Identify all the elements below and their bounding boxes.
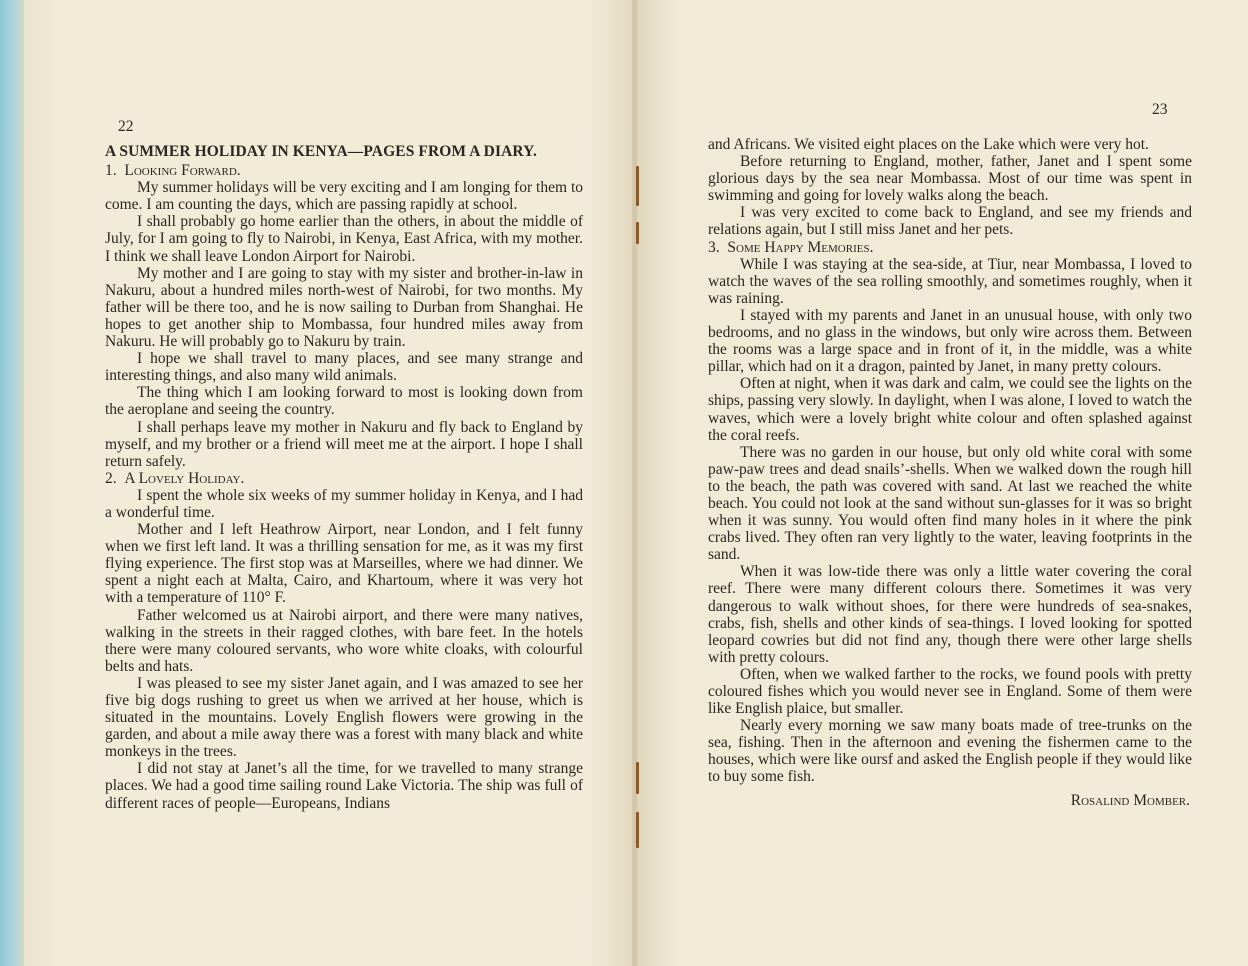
paragraph: I spent the whole six weeks of my summer holiday in Kenya, and I had a wonderful time. [105, 486, 583, 521]
staple [636, 812, 639, 848]
section-number: 1. [105, 162, 117, 180]
section-heading-1 [105, 162, 583, 179]
paragraph: I was pleased to see my sister Janet again, and I was amazed to see her five big dogs rushing to greet us when we arrived at her house, which is situated in the mountains. Lovely English flowers were growing in the garden, and about a mile away there was a forest with many black and white monkeys in the trees. [105, 674, 583, 761]
staple [636, 762, 639, 794]
section-title: Looking Forward. [124, 162, 241, 180]
paragraph: I did not stay at Janet’s all the time, for we travelled to many strange places. We had a good time sailing round Lake Victoria. The ship was full of different races of people—Europeans, Indians [105, 760, 583, 812]
right-column [708, 136, 1192, 809]
paragraph: Before returning to England, mother, father, Janet and I spent some glorious days by the sea near Mombassa. Most of our time was spent in swimming and going for lovely walks along the beach. [708, 153, 1192, 205]
section-heading-2 [105, 470, 583, 487]
paragraph: Mother and I left Heathrow Airport, near London, and I felt funny when we first left land. It was a thrilling sensation for me, as it was my first flying experience. The first stop was at Marseilles, where we had dinner. We spent a night each at Malta, Cairo, and Khartoum, where it was very hot with a temperature of 110° F. [105, 521, 583, 607]
section-title: Some Happy Memories. [727, 238, 874, 256]
page-number-left: 22 [118, 118, 134, 135]
paragraph: I shall perhaps leave my mother in Nakuru and fly back to England by myself, and my brother or a friend will meet me at the airport. I hope I shall return safely. [105, 418, 583, 470]
section-title: A Lovely Holiday. [124, 469, 245, 487]
paragraph: My mother and I are going to stay with my sister and brother-in-law in Nakuru, about a hundred miles north-west of Nairobi, for two months. My father will be there too, and he is now sailing to Durban from Shanghai. He hopes to get another ship to Mombassa, four hundred miles away from Nakuru. He will probably go to Nakuru by train. [105, 264, 583, 351]
paragraph: Nearly every morning we saw many boats made of tree-trunks on the sea, fishing. Then in the afternoon and evening the fishermen came to the houses, which were like oursf and asked the English people if they would like to buy some fish. [708, 717, 1192, 786]
author-signature: Rosalind Momber. [1070, 791, 1190, 809]
section-number: 3. [708, 238, 720, 256]
staple [636, 166, 639, 206]
paragraph: Often at night, when it was dark and calm, we could see the lights on the ships, passing very slowly. In daylight, when I was alone, I loved to watch the waves, which were a lovely bright white colour and often splashed against the coral reefs. [708, 375, 1192, 444]
page-number-right: 23 [1152, 101, 1168, 118]
paragraph: and Africans. We visited eight places on the Lake which were very hot. [708, 136, 1149, 153]
paragraph: When it was low-tide there was only a little water covering the coral reef. There were many different colours there. Sometimes it was very dangerous to walk without shoes, for there were hundreds of sea-snakes, crabs, fish, shells and other kinds of sea-things. I loved looking for spotted leopard cowries but did not find any, though there were other large shells with pretty colours. [708, 563, 1192, 666]
left-column [105, 143, 583, 812]
paragraph: Father welcomed us at Nairobi airport, and there were many natives, walking in the streets in their ragged clothes, with bare feet. In the hotels there were many coloured servants, who wore white cloaks, with colourful belts and hats. [105, 606, 583, 675]
paragraph: My summer holidays will be very exciting and I am longing for them to come. I am counting the days, which are passing rapidly at school. [105, 179, 583, 214]
paragraph: There was no garden in our house, but only old white coral with some paw-paw trees and dead snails’-shells. When we walked down the rough hill to the beach, the path was covered with sand. At last we reached the white beach. You could not look at the sand without sun-glasses for it was so bright when it was sunny. You would often find many holes in it where the pink crabs lived. They often ran very lightly to the water, leaving footprints in the sand. [708, 443, 1192, 564]
paragraph: I stayed with my parents and Janet in an unusual house, with only two bedrooms, and no glass in the windows, but only wire across them. Between the rooms was a large space and in front of it, in the middle, was a white pillar, which had on it a dragon, painted by Janet, in many pretty colours. [708, 306, 1192, 376]
cover-edge [0, 0, 26, 966]
article-title: A SUMMER HOLIDAY IN KENYA—PAGES FROM A DIARY. [105, 143, 537, 160]
paragraph: I hope we shall travel to many places, and see many strange and interesting things, and also many wild animals. [105, 350, 583, 385]
staple [636, 222, 639, 244]
paragraph: I shall probably go home earlier than the others, in about the middle of July, for I am going to fly to Nairobi, in Kenya, East Africa, with my mother. I think we shall leave London Airport for Nairobi. [105, 213, 583, 265]
paragraph: The thing which I am looking forward to most is looking down from the aeroplane and seeing the country. [105, 384, 583, 419]
section-number: 2. [105, 469, 117, 487]
paragraph: I was very excited to come back to England, and see my friends and relations again, but I still miss Janet and her pets. [708, 204, 1192, 239]
section-heading-3 [708, 239, 1192, 256]
paragraph: Often, when we walked farther to the rocks, we found pools with pretty coloured fishes which you would never see in England. Some of them were like English plaice, but smaller. [708, 665, 1192, 718]
paragraph: While I was staying at the sea-side, at Tiur, near Mombassa, I loved to watch the waves of the sea rolling smoothly, and sometimes roughly, when it was raining. [708, 255, 1192, 307]
